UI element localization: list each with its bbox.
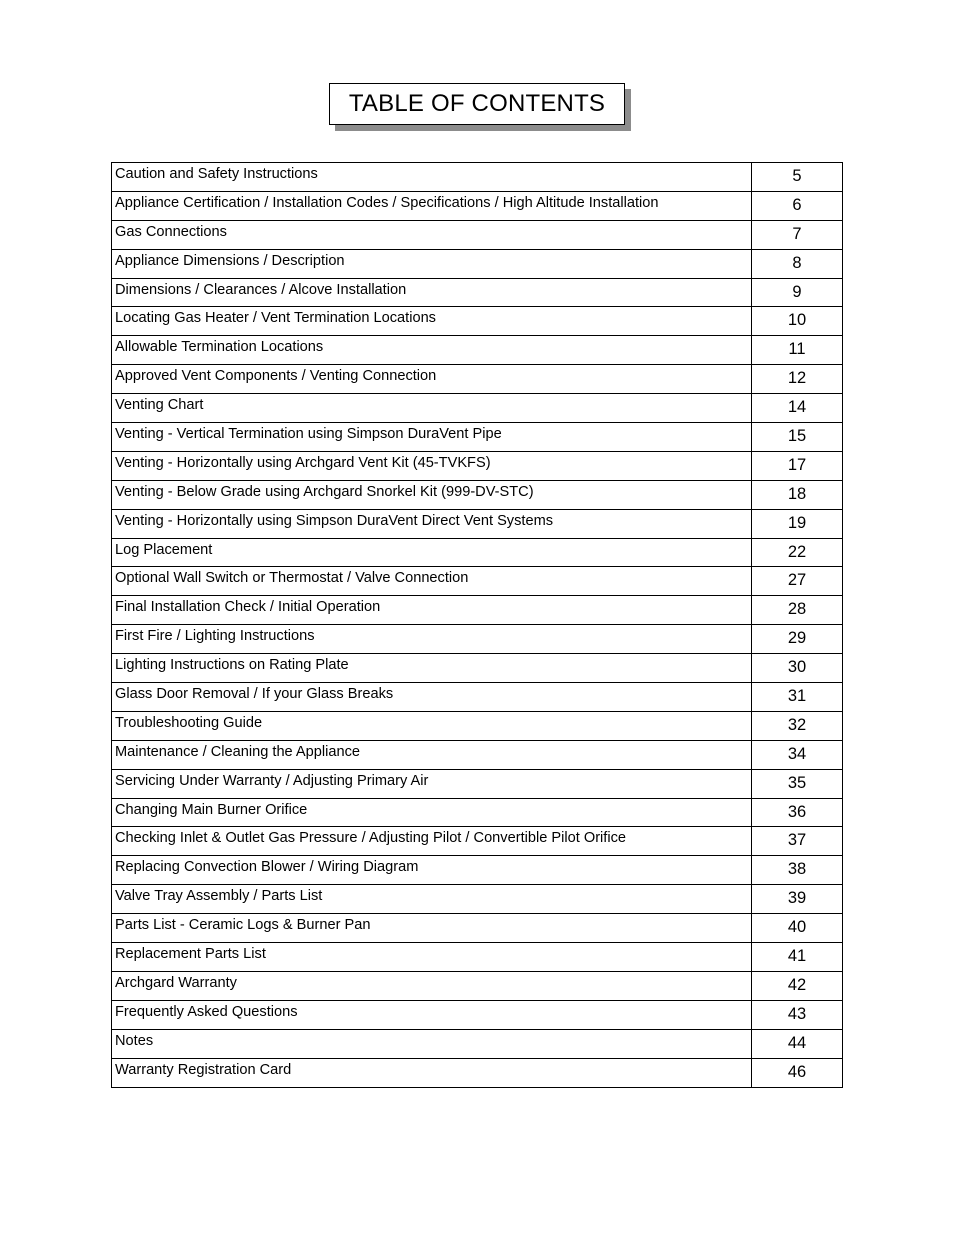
toc-entry-page: 42 [752,971,843,1000]
toc-entry-title: Approved Vent Components / Venting Connection [112,365,752,394]
toc-entry-page: 8 [752,249,843,278]
toc-entry-page: 30 [752,654,843,683]
toc-entry-title: Allowable Termination Locations [112,336,752,365]
toc-entry-title: Venting - Below Grade using Archgard Snorkel Kit (999-DV-STC) [112,480,752,509]
toc-row [112,451,843,480]
toc-row [112,914,843,943]
toc-entry-title: Maintenance / Cleaning the Appliance [112,740,752,769]
toc-entry-page: 43 [752,1000,843,1029]
toc-entry-page: 9 [752,278,843,307]
toc-entry-page: 34 [752,740,843,769]
toc-body [112,163,843,1088]
toc-entry-title: Valve Tray Assembly / Parts List [112,885,752,914]
toc-row [112,856,843,885]
toc-entry-title: Servicing Under Warranty / Adjusting Primary Air [112,769,752,798]
toc-row [112,480,843,509]
toc-table [111,162,843,1088]
toc-entry-title: Parts List - Ceramic Logs & Burner Pan [112,914,752,943]
toc-row [112,191,843,220]
toc-row [112,220,843,249]
toc-row [112,278,843,307]
toc-entry-page: 36 [752,798,843,827]
toc-entry-page: 44 [752,1029,843,1058]
toc-row [112,596,843,625]
toc-entry-title: First Fire / Lighting Instructions [112,625,752,654]
toc-row [112,943,843,972]
toc-row [112,654,843,683]
toc-row [112,740,843,769]
toc-entry-title: Lighting Instructions on Rating Plate [112,654,752,683]
toc-row [112,423,843,452]
toc-entry-page: 46 [752,1058,843,1087]
toc-entry-title: Optional Wall Switch or Thermostat / Valve Connection [112,567,752,596]
toc-row [112,683,843,712]
toc-entry-title: Venting Chart [112,394,752,423]
toc-row [112,365,843,394]
toc-entry-title: Appliance Dimensions / Description [112,249,752,278]
toc-entry-page: 39 [752,885,843,914]
toc-row [112,567,843,596]
toc-entry-page: 29 [752,625,843,654]
toc-entry-page: 28 [752,596,843,625]
toc-entry-page: 35 [752,769,843,798]
toc-row [112,885,843,914]
toc-entry-page: 32 [752,711,843,740]
toc-row [112,509,843,538]
toc-row [112,1029,843,1058]
toc-entry-title: Final Installation Check / Initial Operation [112,596,752,625]
toc-row [112,769,843,798]
toc-entry-page: 41 [752,943,843,972]
toc-entry-page: 15 [752,423,843,452]
toc-entry-title: Appliance Certification / Installation Codes / Specifications / High Altitude Installation [112,191,752,220]
toc-entry-page: 31 [752,683,843,712]
toc-entry-title: Frequently Asked Questions [112,1000,752,1029]
toc-entry-title: Venting - Horizontally using Simpson DuraVent Direct Vent Systems [112,509,752,538]
toc-row [112,798,843,827]
toc-entry-title: Gas Connections [112,220,752,249]
toc-entry-page: 19 [752,509,843,538]
toc-row [112,394,843,423]
toc-row [112,1058,843,1087]
toc-entry-title: Troubleshooting Guide [112,711,752,740]
toc-row [112,711,843,740]
toc-entry-page: 14 [752,394,843,423]
toc-row [112,971,843,1000]
toc-entry-title: Venting - Horizontally using Archgard Vent Kit (45-TVKFS) [112,451,752,480]
page-title: TABLE OF CONTENTS [329,83,625,125]
toc-entry-page: 7 [752,220,843,249]
toc-entry-page: 22 [752,538,843,567]
toc-entry-title: Replacement Parts List [112,943,752,972]
toc-entry-title: Glass Door Removal / If your Glass Breaks [112,683,752,712]
toc-entry-page: 11 [752,336,843,365]
toc-row [112,307,843,336]
toc-entry-page: 12 [752,365,843,394]
toc-entry-title: Venting - Vertical Termination using Simpson DuraVent Pipe [112,423,752,452]
toc-entry-page: 38 [752,856,843,885]
toc-entry-title: Caution and Safety Instructions [112,163,752,192]
title-block [329,83,625,125]
toc-row [112,1000,843,1029]
toc-entry-page: 27 [752,567,843,596]
toc-row [112,336,843,365]
toc-row [112,538,843,567]
toc-entry-title: Archgard Warranty [112,971,752,1000]
toc-entry-page: 10 [752,307,843,336]
toc-entry-page: 6 [752,191,843,220]
toc-entry-page: 37 [752,827,843,856]
toc-row [112,163,843,192]
toc-entry-page: 5 [752,163,843,192]
toc-entry-title: Locating Gas Heater / Vent Termination Locations [112,307,752,336]
toc-entry-title: Warranty Registration Card [112,1058,752,1087]
toc-entry-title: Dimensions / Clearances / Alcove Installation [112,278,752,307]
toc-row [112,625,843,654]
toc-entry-page: 18 [752,480,843,509]
toc-entry-title: Replacing Convection Blower / Wiring Diagram [112,856,752,885]
toc-entry-title: Notes [112,1029,752,1058]
toc-entry-page: 40 [752,914,843,943]
toc-entry-page: 17 [752,451,843,480]
toc-entry-title: Checking Inlet & Outlet Gas Pressure / Adjusting Pilot / Convertible Pilot Orifice [112,827,752,856]
toc-entry-title: Log Placement [112,538,752,567]
toc-row [112,827,843,856]
toc-entry-title: Changing Main Burner Orifice [112,798,752,827]
toc-row [112,249,843,278]
